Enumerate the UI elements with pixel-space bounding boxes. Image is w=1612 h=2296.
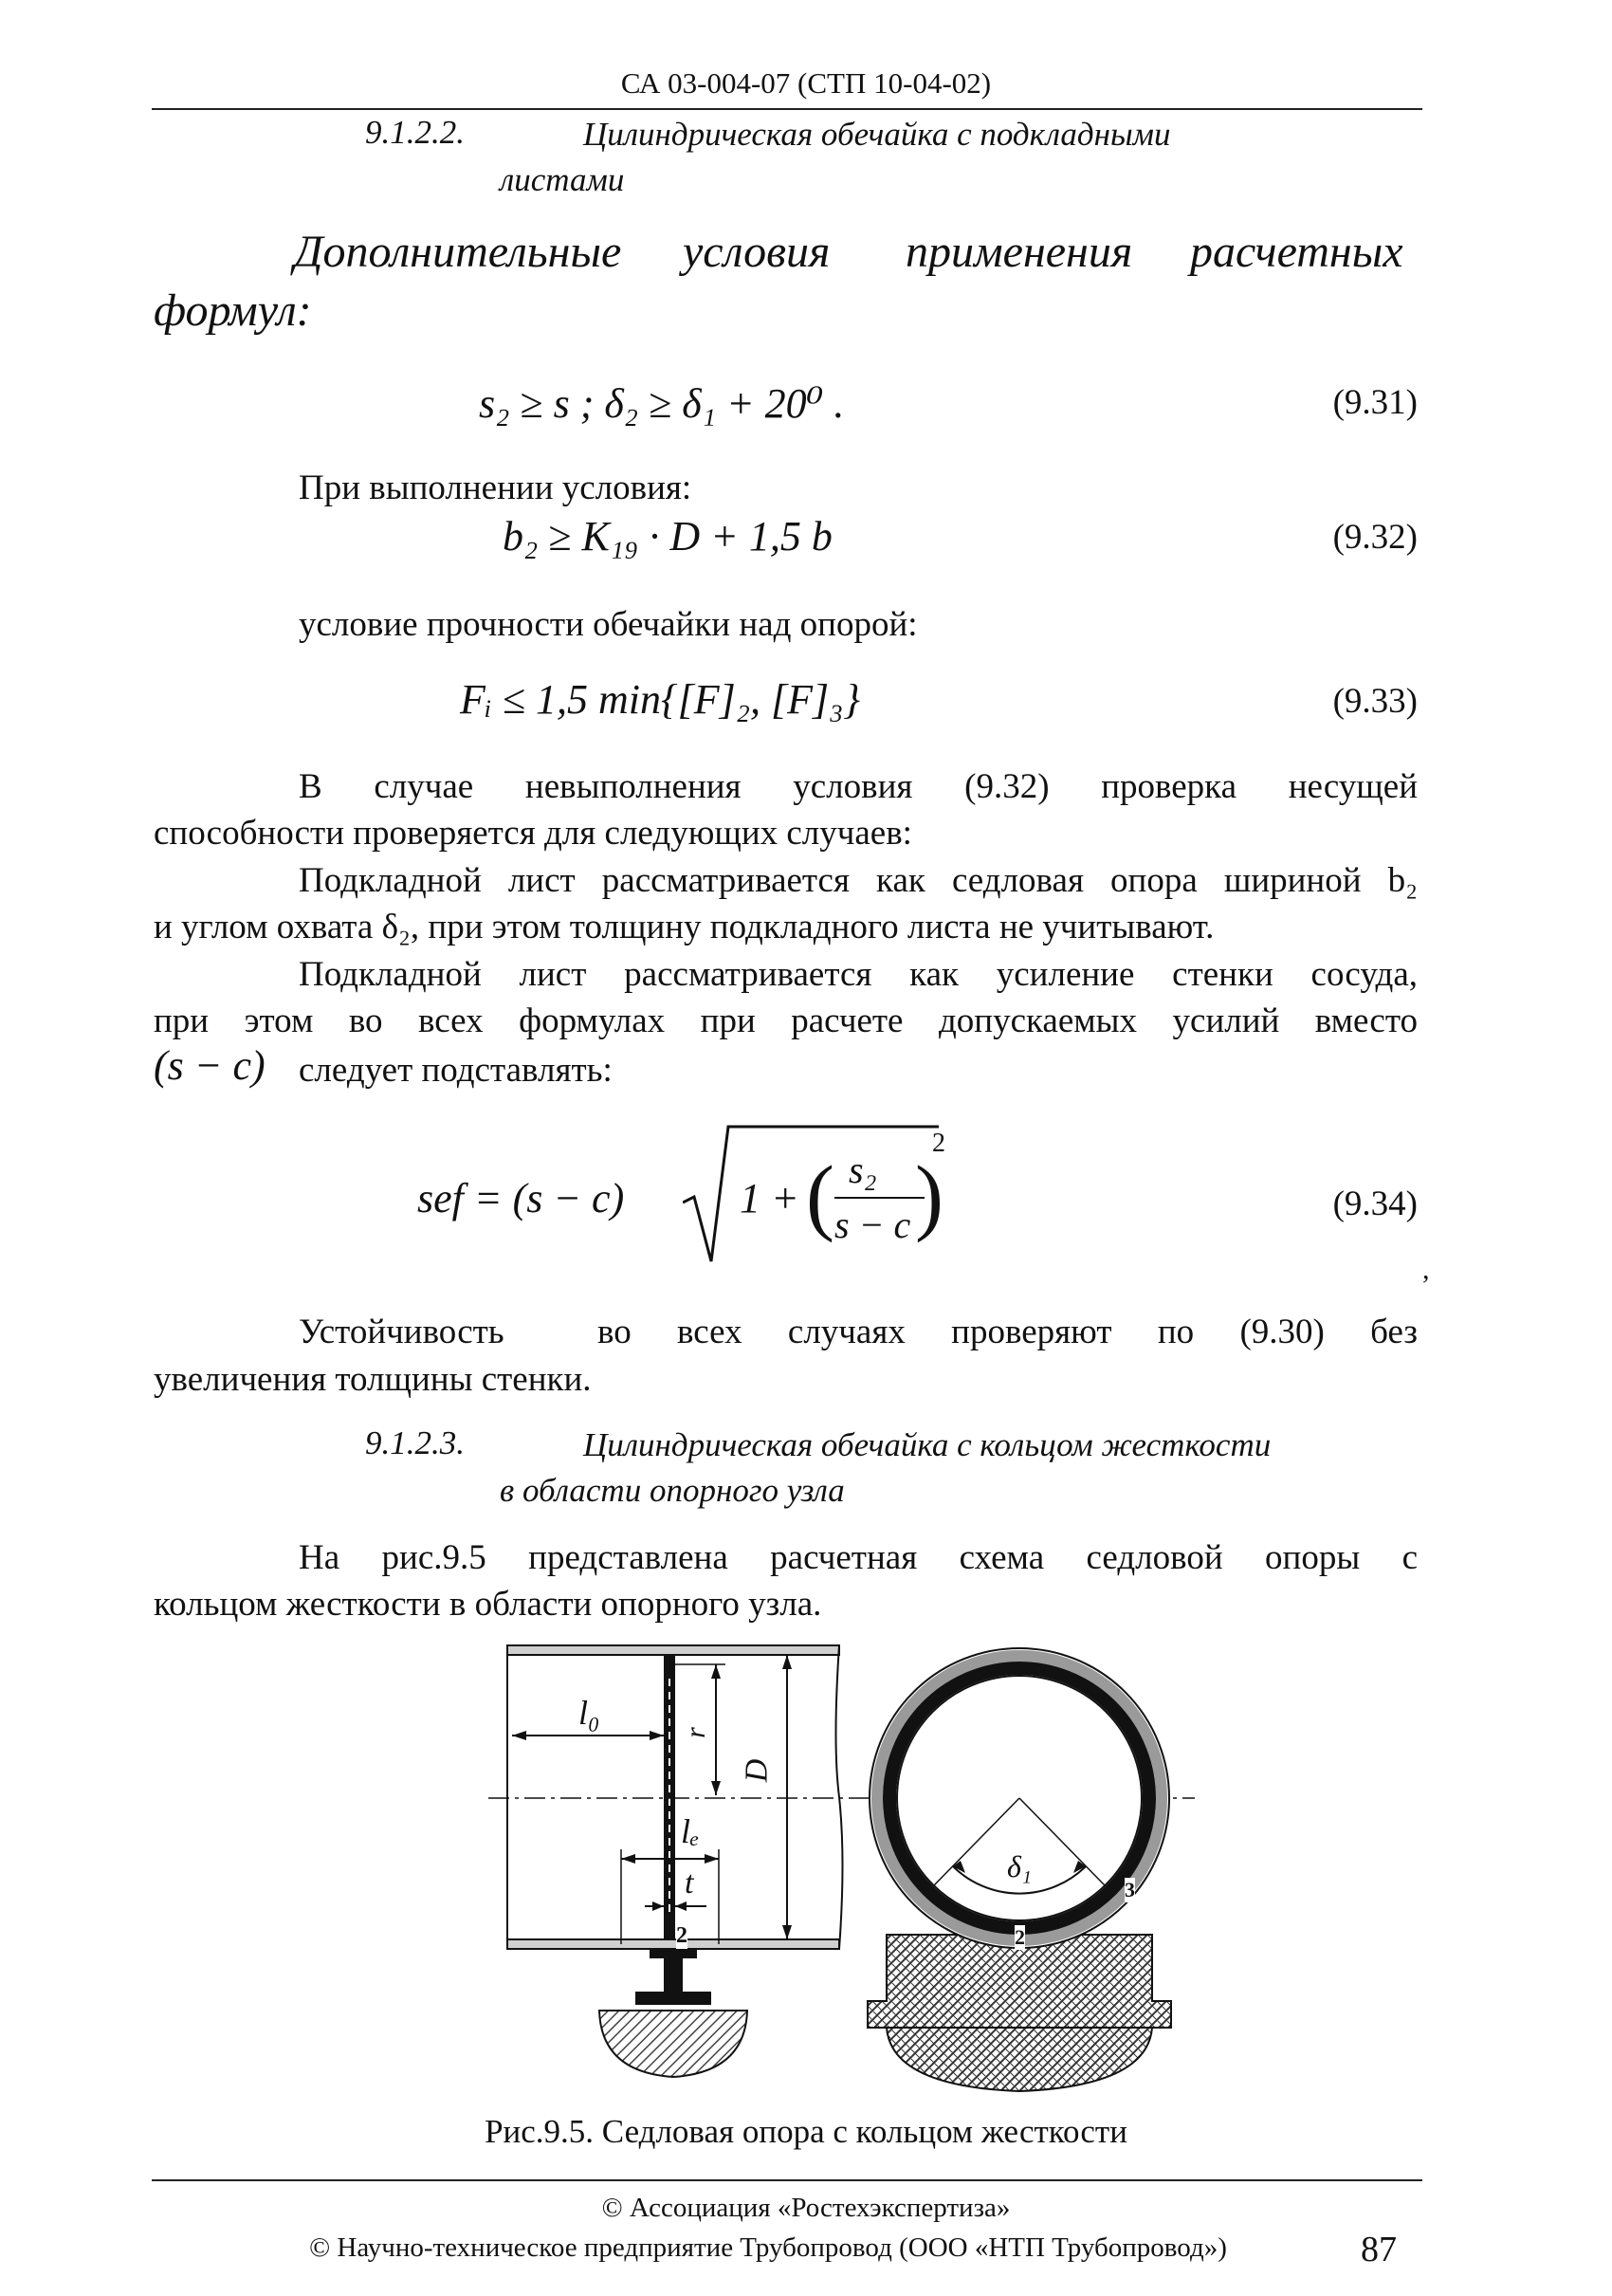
section-title-9-1-2-3-line2: в области опорного узла [500,1472,845,1509]
right-paren: ) [915,1149,943,1243]
footer-line-2: © Научно-техническое предприятие Трубопровод (ООО «НТП Трубопровод») [309,2232,1227,2263]
page-number: 87 [1361,2230,1397,2269]
paragraph-reinf-line1: Подкладной лист рассматривается как усиление стенки сосуда, [299,955,1418,994]
paragraph-saddle-line2: и углом охвата δ₂, при этом толщину подкладного листа не учитывают. [154,908,1215,946]
label-l0: l₀ [578,1694,600,1732]
label-2-right: 2 [1015,1925,1025,1949]
break-line [836,1645,843,1949]
formula-number-9-33: (9.33) [1332,682,1418,721]
fraction-numerator: s₂ [849,1148,877,1191]
paragraph-saddle-line1: Подкладной лист рассматривается как седловая опора шириной b₂ [299,861,1418,900]
paragraph-strength: условие прочности обечайки над опорой: [299,605,918,644]
shell-top-wall [507,1645,839,1655]
paragraph-reinf-line3: следует подставлять: [299,1051,613,1090]
intro-word-3: применения [906,227,1133,277]
section-title-line2: листами [500,161,625,198]
paragraph-stability-b: во всех случаях проверяют по (9.30) без [597,1313,1418,1351]
label-delta1: δ₁ [1007,1849,1032,1883]
formula-9-31: s₂ ≥ s ; δ₂ ≥ δ₁ + 20⁰ . [479,380,845,427]
formula-9-33: Fᵢ ≤ 1,5 min{[F]₂, [F]₃} [460,676,861,723]
figure-caption: Рис.9.5. Седловая опора с кольцом жесткости [485,2113,1127,2150]
label-D: D [739,1758,775,1783]
left-foundation [599,2011,747,2077]
formula-9-34-one-plus: 1 + [740,1175,799,1221]
intro-word-2: условия [683,227,831,277]
paragraph-figure-line2: кольцом жесткости в области опорного узла. [154,1585,822,1624]
left-paren: ( [806,1149,834,1243]
exponent: 2 [932,1129,945,1158]
paragraph-figure-line1: На рис.9.5 представлена расчетная схема седловой опоры с [299,1538,1418,1577]
stray-comma: , [1422,1254,1430,1285]
side-view [488,1645,858,2077]
intro-word-1: Дополнительные [294,227,622,277]
paragraph-stability-line2: увеличения толщины стенки. [154,1360,592,1399]
formula-number-9-32: (9.32) [1332,518,1418,557]
formula-number-9-31: (9.31) [1332,383,1418,422]
section-title-9-1-2-3-line1: Цилиндрическая обечайка с кольцом жесткости [583,1426,1272,1463]
shell-bottom-wall [507,1939,839,1949]
footer-rule [152,2179,1422,2181]
section-number-9-1-2-3: 9.1.2.3. [365,1424,465,1461]
paragraph-reinf-line2: при этом во всех формулах при расчете допускаемых усилий вместо [154,1001,1418,1040]
paragraph-stability-a: Устойчивость [299,1313,504,1351]
paragraph-case-line1: В случае невыполнения условия (9.32) проверка несущей [299,767,1418,806]
formula-9-32: b₂ ≥ K₁₉ · D + 1,5 b [503,513,833,560]
paragraph-condition: При выполнении условия: [299,468,692,507]
paragraph-reinf-expr: (s − c) [154,1042,266,1089]
formula-number-9-34: (9.34) [1332,1185,1418,1223]
formula-9-34-lhs: sef = (s − c) [417,1175,625,1221]
fraction-denominator: s − c [834,1203,911,1246]
footer-line-1: © Ассоциация «Ростехэкспертиза» [601,2193,1011,2223]
label-r: r [679,1727,711,1738]
intro-word-4: расчетных [1190,227,1403,277]
label-t: t [685,1865,694,1901]
label-3: 3 [1125,1878,1135,1901]
label-le: lₑ [681,1812,700,1850]
paragraph-case-line2: способности проверяется для следующих случаев: [154,814,912,853]
section-title-line1: Цилиндрическая обечайка с подкладными [583,116,1171,153]
document-code: СА 03-004-07 (СТП 10-04-02) [620,66,992,100]
label-2-left: 2 [676,1923,687,1948]
intro-line-2: формул: [154,285,312,336]
section-number-9-1-2-2: 9.1.2.2. [365,114,465,151]
